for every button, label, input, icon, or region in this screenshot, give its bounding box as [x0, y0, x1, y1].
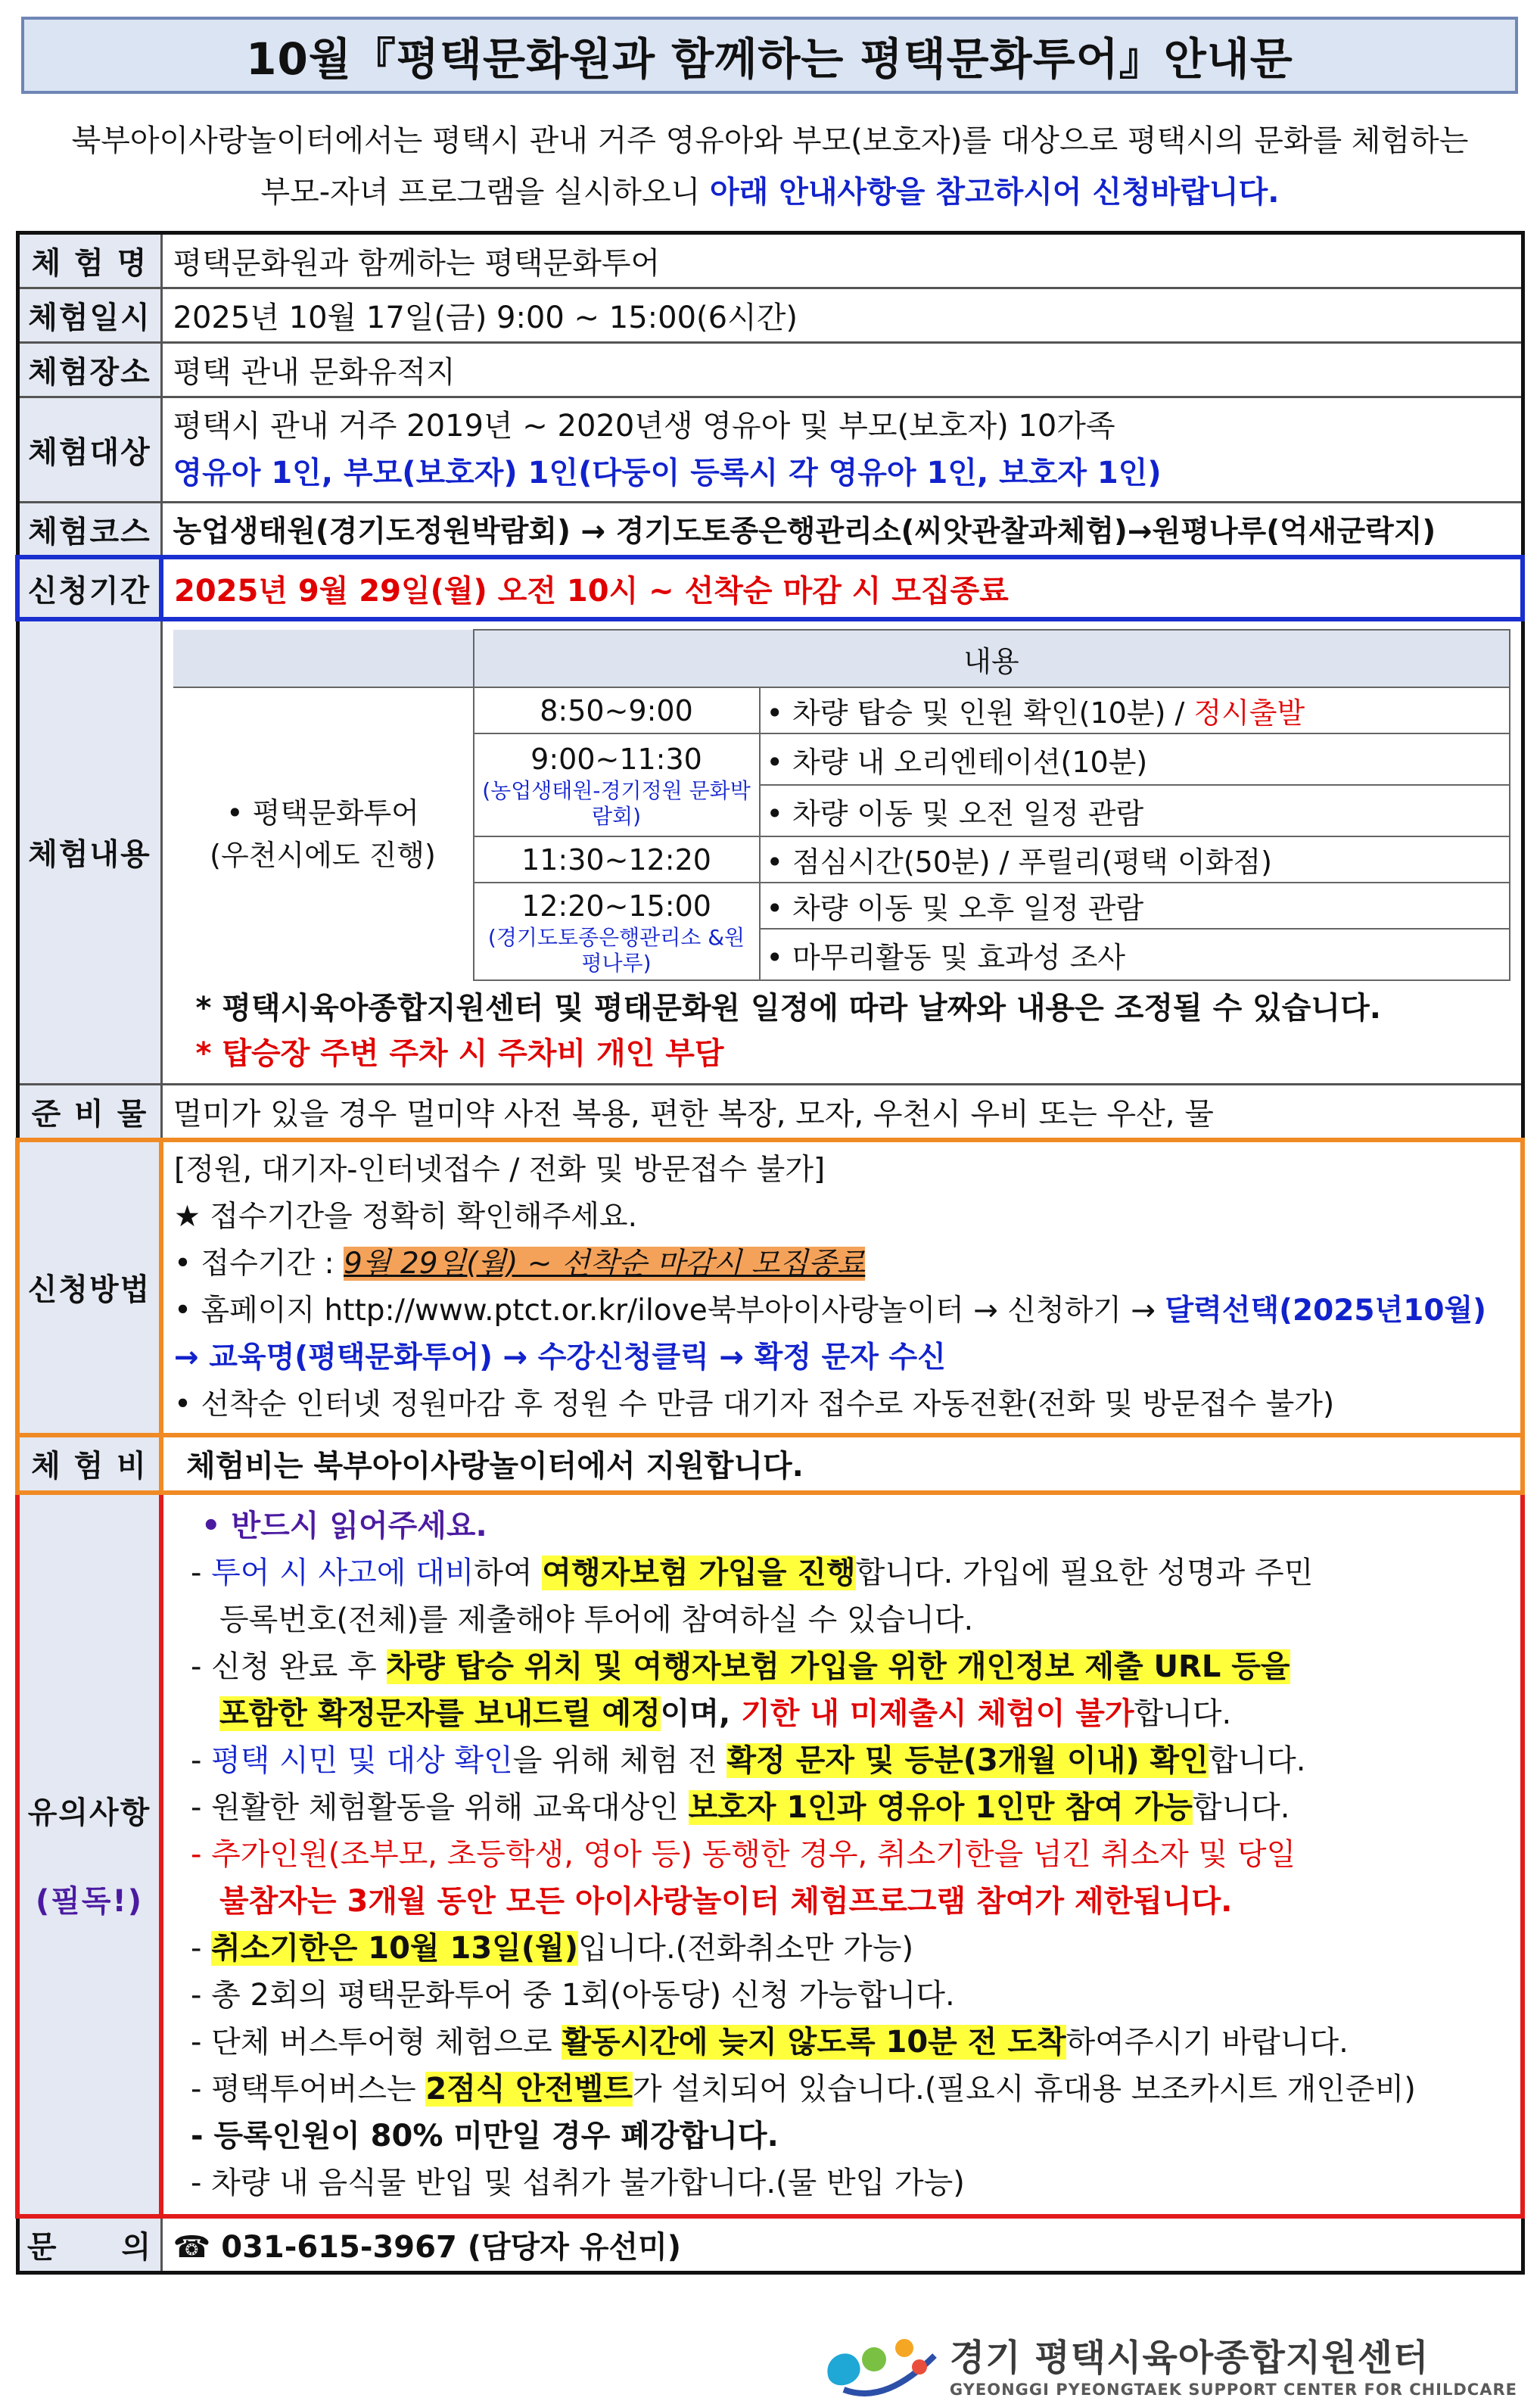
text: 합니다. [1192, 1789, 1290, 1825]
footer-text [950, 2328, 1517, 2399]
row-value [161, 619, 1523, 1084]
row-fee [17, 1435, 1523, 1493]
row-label: 체 험 비 [17, 1435, 161, 1493]
text: 투어 시 사고에 대비 [211, 1555, 474, 1590]
row-value [161, 1140, 1523, 1435]
schedule-row [173, 687, 1510, 733]
caution-item [191, 1643, 1510, 1690]
program-title: • 평택문화투어 [226, 796, 419, 830]
text: 차량 탑승 위치 및 여행자보험 가입을 위한 개인정보 제출 URL 등을 [386, 1649, 1290, 1684]
row-label: 신청방법 [17, 1140, 161, 1435]
text: - [191, 1930, 212, 1966]
row-value: 체험비는 북부아이사랑놀이터에서 지원합니다. [161, 1435, 1523, 1493]
schedule-header-spacer [173, 630, 474, 687]
caution-item: - 등록인원이 80% 미만일 경우 폐강합니다. [191, 2118, 779, 2153]
method-line [174, 1241, 1510, 1288]
must-read-label: (필독!) [35, 1883, 144, 1919]
row-caution [17, 1493, 1523, 2216]
row-label: 체험코스 [17, 503, 161, 558]
row-value: 농업생태원(경기도정원박람회) → 경기도토종은행관리소(씨앗관찰과체험)→원평나루(억새군락지) [161, 503, 1523, 558]
caution-item [191, 1737, 1510, 1784]
time-slot [474, 733, 760, 836]
method-period-value: 9월 29일(월) ~ 선착순 마감시 모집종료 [344, 1246, 866, 1281]
caution-item-cont: 등록번호(전체)를 제출해야 투어에 참여하실 수 있습니다. [219, 1602, 974, 1637]
text: - 신청 완료 후 [191, 1649, 387, 1684]
text: 입니다.(전화취소만 가능) [578, 1930, 914, 1966]
caution-item: - 총 2회의 평택문화투어 중 1회(아동당) 신청 가능합니다. [191, 1977, 955, 2013]
schedule-item: • 차량 내 오리엔테이션(10분) [760, 733, 1510, 785]
row-label: 체 험 명 [17, 233, 161, 288]
intro-line-2 [8, 167, 1532, 218]
info-table [15, 231, 1525, 2275]
text: - 평택투어버스는 [191, 2071, 426, 2107]
caution-item-cont [191, 1690, 1510, 1737]
on-time-departure: 정시출발 [1193, 696, 1305, 730]
homepage-path: • 홈페이지 http://www.ptct.or.kr/ilove북부아이사랑놀이터 → 신청하기 → [174, 1293, 1165, 1328]
calendar-select: 달력선택(2025년10월) [1165, 1293, 1486, 1328]
text: 포함한 확정문자를 보내드릴 예정 [219, 1696, 661, 1731]
text: 확정 문자 및 등분(3개월 이내) 확인 [726, 1742, 1209, 1778]
text: 여행자보험 가입을 진행 [542, 1555, 856, 1590]
row-value: ☎ 031-615-3967 (담당자 유선미) [161, 2216, 1523, 2273]
page-title: 10월『평택문화원과 함께하는 평택문화투어』안내문 [21, 17, 1518, 94]
caution-item [191, 2066, 1510, 2113]
method-line: ★ 접수기간을 정확히 확인해주세요. [174, 1199, 637, 1234]
text: 하여 [474, 1555, 543, 1590]
text: 평택 시민 및 대상 확인 [211, 1742, 513, 1778]
text: 가 설치되어 있습니다.(필요시 휴대용 보조카시트 개인준비) [632, 2071, 1416, 2107]
row-label [17, 1493, 161, 2216]
text: 보호자 1인과 영유아 1인만 참여 가능 [688, 1789, 1193, 1825]
row-contact [17, 2216, 1523, 2273]
org-name-ko: 경기 평택시육아종합지원센터 [949, 2336, 1430, 2379]
program-name [173, 687, 474, 980]
row-date [17, 288, 1523, 343]
schedule-header [173, 630, 1510, 687]
schedule-item: • 차량 이동 및 오전 일정 관람 [760, 785, 1510, 836]
method-line: → 교육명(평택문화투어) → 수강신청클릭 → 확정 문자 수신 [174, 1340, 946, 1375]
row-value: 평택문화원과 함께하는 평택문화투어 [161, 233, 1523, 288]
row-label: 문 의 [17, 2216, 161, 2273]
row-label: 체험장소 [17, 343, 161, 397]
row-value: 멀미가 있을 경우 멀미약 사전 복용, 편한 복장, 모자, 우천시 우비 또는 우산, 물 [161, 1084, 1523, 1140]
row-label: 체험대상 [17, 397, 161, 503]
row-label: 체험일시 [17, 288, 161, 343]
text: - [191, 1555, 212, 1590]
time-slot-time: 12:20~15:00 [521, 889, 711, 923]
schedule-item: • 차량 이동 및 오후 일정 관람 [760, 883, 1510, 929]
program-note: (우천시에도 진행) [210, 839, 436, 872]
row-value [161, 397, 1523, 503]
row-label: 체험내용 [17, 619, 161, 1084]
schedule-item-text: • 차량 탑승 및 인원 확인(10분) / [766, 696, 1194, 730]
caution-item [191, 1549, 1510, 1596]
intro-line-2-text: 부모-자녀 프로그램을 실시하오니 [260, 175, 711, 210]
caution-item [191, 2019, 1510, 2066]
row-value: 2025년 9월 29일(월) 오전 10시 ~ 선착순 마감 시 모집종료 [161, 557, 1523, 619]
intro-line-1: 북부아이사랑놀이터에서는 평택시 관내 거주 영유아와 부모(보호자)를 대상으로 평택시의 문화를 체험하는 [71, 123, 1469, 158]
time-slot: 8:50~9:00 [474, 687, 760, 733]
row-place [17, 343, 1523, 397]
caution-head: • 반드시 읽어주세요. [201, 1508, 487, 1543]
schedule-item: • 점심시간(50분) / 푸릴리(평택 이화점) [760, 836, 1510, 883]
text: 하여주시기 바랍니다. [1066, 2024, 1349, 2060]
target-line-2: 영유아 1인, 부모(보호자) 1인(다둥이 등록시 각 영유아 1인, 보호자 1인) [173, 456, 1162, 490]
intro-line-2-emphasis: 아래 안내사항을 참고하시어 신청바랍니다. [710, 175, 1280, 210]
row-prep [17, 1084, 1523, 1140]
text: 합니다. 가입에 필요한 성명과 주민 [855, 1555, 1314, 1590]
text: 을 위해 체험 전 [512, 1742, 727, 1778]
text: - 추가인원(조부모, 초등학생, 영아 등) 동행한 경우, 취소기한을 넘긴 취소자 및 당일 [191, 1836, 1296, 1872]
row-value: 평택 관내 문화유적지 [161, 343, 1523, 397]
caution-item [191, 1831, 1510, 1878]
method-line: • 선착순 인터넷 정원마감 후 정원 수 만큼 대기자 접수로 자동전환(전화 및 방문접수 불가) [174, 1387, 1335, 1422]
row-value: 2025년 10월 17일(금) 9:00 ~ 15:00(6시간) [161, 288, 1523, 343]
text: 합니다. [1208, 1742, 1306, 1778]
time-slot: 11:30~12:20 [474, 836, 760, 883]
row-method [17, 1140, 1523, 1435]
caution-item [191, 1925, 1510, 1972]
caution-label: 유의사항 [27, 1795, 151, 1830]
method-line [174, 1288, 1510, 1334]
method-line: [정원, 대기자-인터넷접수 / 전화 및 방문접수 불가] [174, 1152, 826, 1187]
text: 합니다. [1134, 1696, 1232, 1731]
method-period-label: • 접수기간 : [174, 1246, 344, 1281]
caution-item: - 차량 내 음식물 반입 및 섭취가 불가합니다.(물 반입 가능) [191, 2165, 965, 2200]
caution-item-cont: 불참자는 3개월 동안 모든 아이사랑놀이터 체험프로그램 참여가 제한됩니다. [219, 1883, 1233, 1919]
text: 이며, [660, 1696, 742, 1731]
row-course [17, 503, 1523, 558]
content-note-1: * 평택시육아종합지원센터 및 평태문화원 일정에 따라 날짜와 내용은 조정될 수 있습니다. [195, 991, 1381, 1026]
target-line-1: 평택시 관내 거주 2019년 ~ 2020년생 영유아 및 부모(보호자) 10가족 [173, 409, 1115, 444]
text: - 단체 버스투어형 체험으로 [191, 2024, 562, 2060]
schedule-item [760, 687, 1510, 733]
text: 2점식 안전벨트 [425, 2071, 633, 2107]
row-content [17, 619, 1523, 1084]
time-slot [474, 883, 760, 980]
intro-text [8, 115, 1532, 218]
text: 활동시간에 늦지 않도록 10분 전 도착 [562, 2024, 1066, 2060]
time-slot-place: (경기도토종은행관리소 &원평나루) [487, 924, 745, 976]
text: - 원활한 체험활동을 위해 교육대상인 [191, 1789, 689, 1825]
row-period [17, 557, 1523, 619]
text: 취소기한은 10월 13일(월) [211, 1930, 579, 1966]
row-label: 준 비 물 [17, 1084, 161, 1140]
time-slot-time: 9:00~11:30 [530, 743, 702, 776]
footer-logo [814, 2325, 1517, 2401]
schedule-table [173, 629, 1510, 981]
schedule-item: • 마무리활동 및 효과성 조사 [760, 929, 1510, 980]
row-name [17, 233, 1523, 288]
content-note-2: * 탑승장 주변 주차 시 주차비 개인 부담 [195, 1036, 724, 1071]
schedule-header-label: 내용 [474, 630, 1510, 687]
text: 기한 내 미제출시 체험이 불가 [741, 1696, 1134, 1731]
childcare-logo-icon [814, 2325, 942, 2401]
time-slot-place: (농업생태원-경기정원 문화박람회) [482, 778, 751, 829]
text: - [191, 1742, 212, 1778]
row-target [17, 397, 1523, 503]
row-label: 신청기간 [17, 557, 161, 619]
org-name-en: GYEONGGI PYEONGTAEK SUPPORT CENTER FOR CHILDCARE [949, 2380, 1517, 2399]
row-value [161, 1493, 1523, 2216]
caution-item [191, 1784, 1510, 1831]
